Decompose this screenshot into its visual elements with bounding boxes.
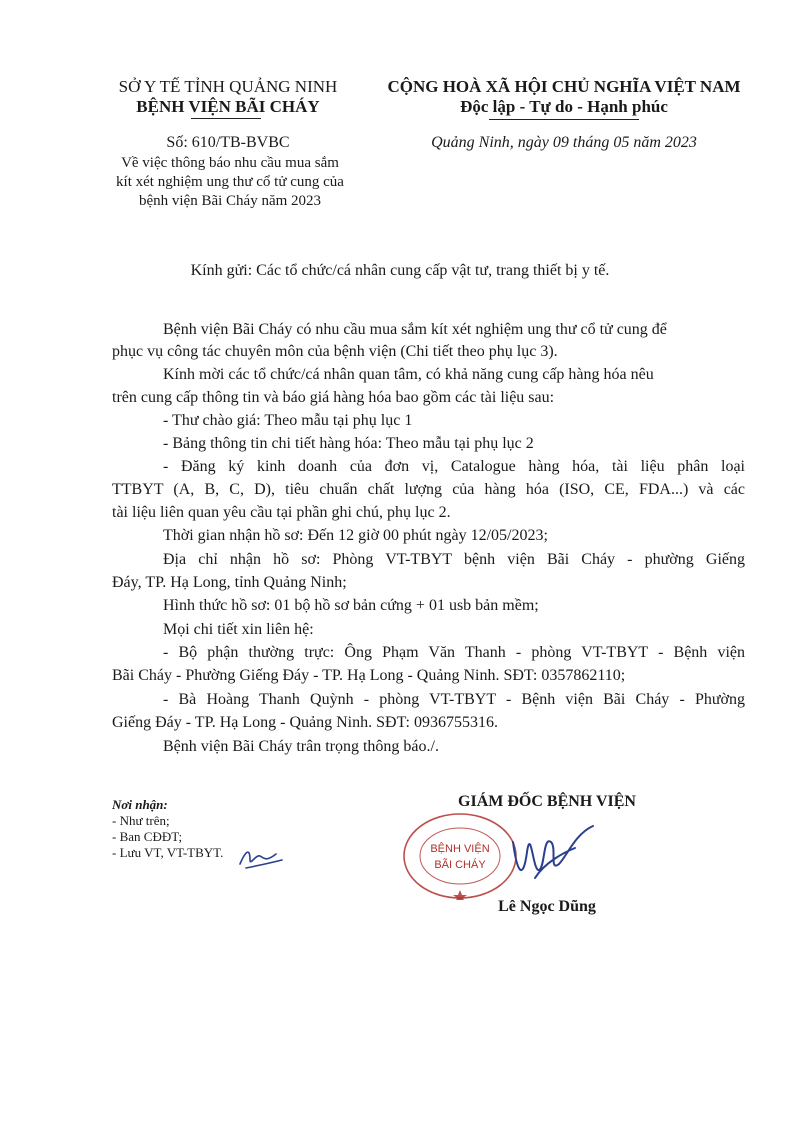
recipient-item: - Ban CĐĐT; [112, 829, 183, 844]
salutation: Kính gửi: Các tổ chức/cá nhân cung cấp vật tư, trang thiết bị y tế. [190, 262, 610, 279]
national-title: CỘNG HOÀ XÃ HỘI CHỦ NGHĨA VIỆT NAM [387, 77, 741, 96]
closing-line: Bệnh viện Bãi Cháy trân trọng thông báo./. [163, 738, 439, 755]
submission-address-line-2: Đáy, TP. Hạ Long, tỉnh Quảng Ninh; [112, 574, 347, 591]
place-date: Quảng Ninh, ngày 09 tháng 05 năm 2023 [431, 134, 697, 151]
paragraph-1-line-2: phục vụ công tác chuyên môn của bệnh viện (Chi tiết theo phụ lục 3). [112, 343, 558, 360]
subject-line-3: bệnh viện Bãi Cháy năm 2023 [138, 193, 322, 209]
stamp-text-line-1: BỆNH VIỆN [430, 843, 490, 855]
national-motto: Độc lập - Tự do - Hạnh phúc [460, 97, 668, 116]
contact-intro: Mọi chi tiết xin liên hệ: [163, 621, 314, 638]
hospital-name: BỆNH VIỆN BÃI CHÁY [136, 97, 320, 116]
header-right-rule [489, 119, 639, 120]
submission-format: Hình thức hồ sơ: 01 bộ hồ sơ bản cứng + 01 usb bản mềm; [163, 597, 539, 614]
header-left-rule [191, 118, 261, 119]
recipients-title: Nơi nhận: [112, 797, 168, 812]
initials-mark [236, 842, 284, 872]
stamp-text-line-2: BÃI CHÁY [434, 859, 486, 871]
subject-line-1: Về việc thông báo nhu cầu mua sắm [121, 155, 339, 171]
contact-1-line-2: Bãi Cháy - Phường Giếng Đáy - TP. Hạ Long - Quảng Ninh. SĐT: 0357862110; [112, 667, 626, 684]
paragraph-2-line-2: trên cung cấp thông tin và báo giá hàng hóa bao gồm các tài liệu sau: [112, 389, 555, 406]
contact-2-line-1: - Bà Hoàng Thanh Quỳnh - phòng VT-TBYT - Bệnh viện Bãi Cháy - Phường [163, 691, 745, 708]
contact-2-line-2: Giếng Đáy - TP. Hạ Long - Quảng Ninh. SĐT: 0936755316. [112, 714, 498, 731]
director-signature [505, 812, 600, 892]
subject-line-2: kít xét nghiệm ung thư cổ tử cung của [116, 174, 344, 190]
submission-address-line-1: Địa chỉ nhận hồ sơ: Phòng VT-TBYT bệnh viện Bãi Cháy - phường Giếng [163, 551, 745, 568]
signer-title: GIÁM ĐỐC BỆNH VIỆN [458, 793, 636, 810]
recipient-item: - Như trên; [112, 813, 170, 828]
contact-1-line-1: - Bộ phận thường trực: Ông Phạm Văn Thanh - phòng VT-TBYT - Bệnh viện [163, 644, 745, 661]
recipient-item: - Lưu VT, VT-TBYT. [112, 845, 224, 860]
signer-name: Lê Ngọc Dũng [498, 898, 596, 915]
document-item-3-line-3: tài liệu liên quan yêu cầu tại phần ghi chú, phụ lục 2. [112, 504, 451, 521]
document-number: Số: 610/TB-BVBC [166, 134, 290, 151]
document-item-3-line-1: - Đăng ký kinh doanh của đơn vị, Catalogue hàng hóa, tài liệu phân loại [163, 458, 745, 475]
document-item-1: - Thư chào giá: Theo mẫu tại phụ lục 1 [163, 412, 413, 429]
document-item-3-line-2: TTBYT (A, B, C, D), tiêu chuẩn chất lượng của hàng hóa (ISO, CE, FDA...) và các [112, 481, 745, 498]
submission-deadline: Thời gian nhận hồ sơ: Đến 12 giờ 00 phút ngày 12/05/2023; [163, 527, 548, 544]
paragraph-2-line-1: Kính mời các tổ chức/cá nhân quan tâm, có khả năng cung cấp hàng hóa nêu [163, 366, 654, 383]
paragraph-1-line-1: Bệnh viện Bãi Cháy có nhu cầu mua sắm kít xét nghiệm ung thư cổ tử cung để [163, 321, 667, 338]
agency-name: SỞ Y TẾ TỈNH QUẢNG NINH [118, 77, 338, 96]
document-item-2: - Bảng thông tin chi tiết hàng hóa: Theo mẫu tại phụ lục 2 [163, 435, 534, 452]
